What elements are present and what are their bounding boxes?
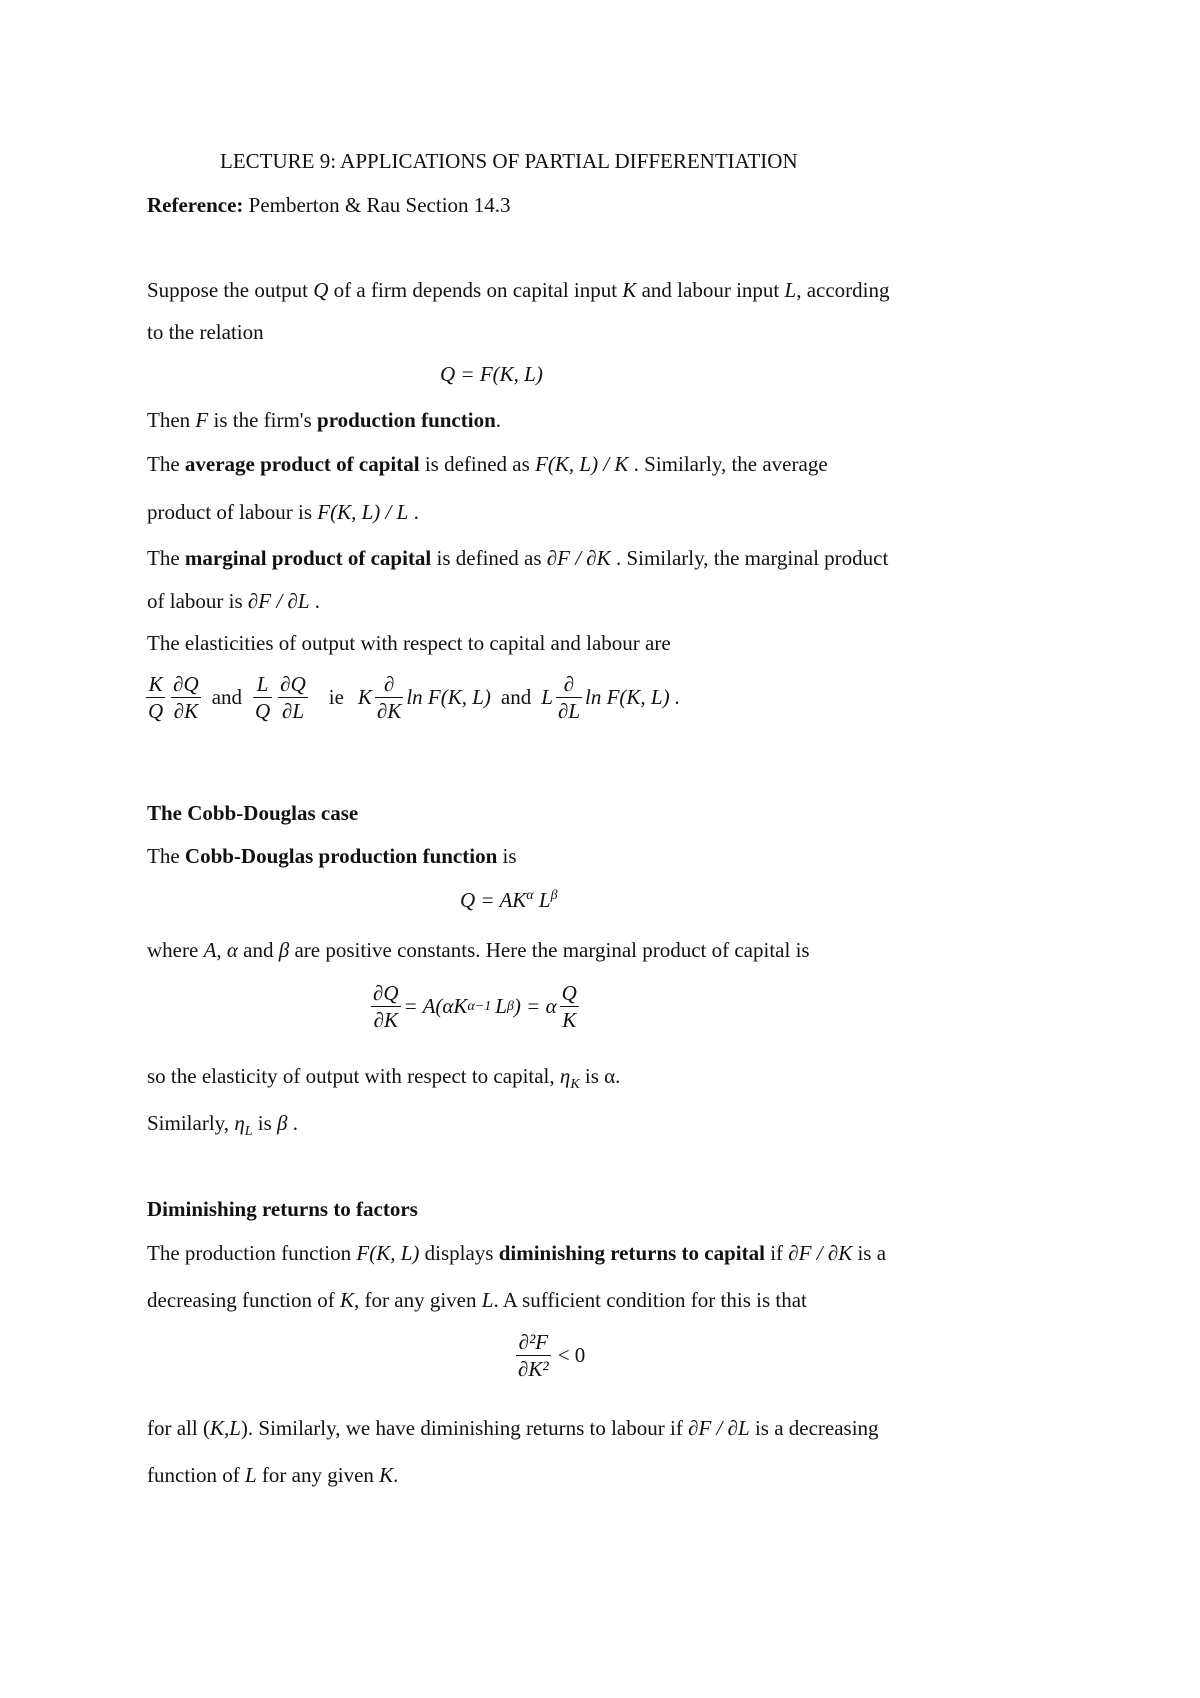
fraction: $\frac{Q}{K}$ <box>561 981 577 1032</box>
cobb-douglas-equation: $Q = AK^\alpha$ $L^\beta$ <box>460 888 558 912</box>
production-equation: Q = F(K, L) <box>440 362 543 386</box>
elasticity-formulas: $\frac{K}{Q}$ $\frac{\partial Q}{\partial K}$ and $\frac{L}{Q}$ $\frac{\partial Q}{\partial L}$ ie K $\frac{\partial}{\partial K}$ ln F(K, L) and L $\frac{\partial}{\partial L}$ ln F(K, L) . <box>148 672 681 723</box>
cobb-douglas-heading: The Cobb-Douglas case <box>147 801 359 825</box>
reference-text: Pemberton & Rau Section 14.3 <box>243 193 511 217</box>
diminishing-line-3: for all (K,L). Similarly, we have diminishing returns to labour if ∂F / ∂L is a decreasing <box>147 1416 879 1440</box>
average-line-1: The average product of capital is defined as F(K, L) / K . Similarly, the average <box>147 452 828 476</box>
diminishing-line-2: decreasing function of K, for any given L. A sufficient condition for this is that <box>147 1288 807 1312</box>
elasticity-labour-line: Similarly, $\eta_L$ is β . <box>147 1111 299 1140</box>
fraction: $\frac{\partial}{\partial K}$ <box>376 672 402 723</box>
fraction: $\frac{\partial Q}{\partial L}$ <box>280 672 306 723</box>
reference-label: Reference: <box>147 193 244 217</box>
fraction: $\frac{K}{Q}$ <box>148 672 164 723</box>
marginal-line-1: The marginal product of capital is defined as ∂F / ∂K . Similarly, the marginal product <box>147 546 889 570</box>
second-derivative-condition: $\frac{\text{∂²F}}{\text{∂K²}}$ < 0 <box>518 1330 586 1381</box>
cobb-douglas-definition: The Cobb-Douglas production function is <box>147 844 517 868</box>
intro-line-2: to the relation <box>147 320 264 344</box>
fraction: $\frac{\partial Q}{\partial K}$ <box>373 981 399 1032</box>
elasticity-intro: The elasticities of output with respect to capital and labour are <box>147 631 671 655</box>
page-title: LECTURE 9: APPLICATIONS OF PARTIAL DIFFERENTIATION <box>220 149 798 173</box>
fraction: $\frac{\text{∂²F}}{\text{∂K²}}$ <box>518 1330 549 1381</box>
reference-line <box>147 192 511 218</box>
intro-line-1: Suppose the output Q of a firm depends on capital input K and labour input L, according <box>147 278 890 302</box>
marginal-product-equation: $\frac{\partial Q}{\partial K}$ = A(αK α−1 L β ) = α $\frac{Q}{K}$ <box>373 981 577 1032</box>
diminishing-line-1: The production function F(K, L) displays diminishing returns to capital if ∂F / ∂K is a <box>147 1241 887 1265</box>
elasticity-capital-line: so the elasticity of output with respect to capital, $\eta_K$ is α. <box>147 1064 621 1093</box>
diminishing-line-4: function of L for any given K. <box>147 1463 399 1487</box>
diminishing-heading: Diminishing returns to factors <box>147 1197 418 1221</box>
fraction: $\frac{L}{Q}$ <box>255 672 271 723</box>
fraction: $\frac{\partial}{\partial L}$ <box>557 672 580 723</box>
where-line: where A, α and β are positive constants. Here the marginal product of capital is <box>147 938 810 962</box>
marginal-line-2: of labour is ∂F / ∂L . <box>147 589 321 613</box>
fraction: $\frac{\partial Q}{\partial K}$ <box>173 672 199 723</box>
then-line: Then F is the firm's production function. <box>147 408 502 432</box>
average-line-2: product of labour is F(K, L) / L . <box>147 500 419 524</box>
